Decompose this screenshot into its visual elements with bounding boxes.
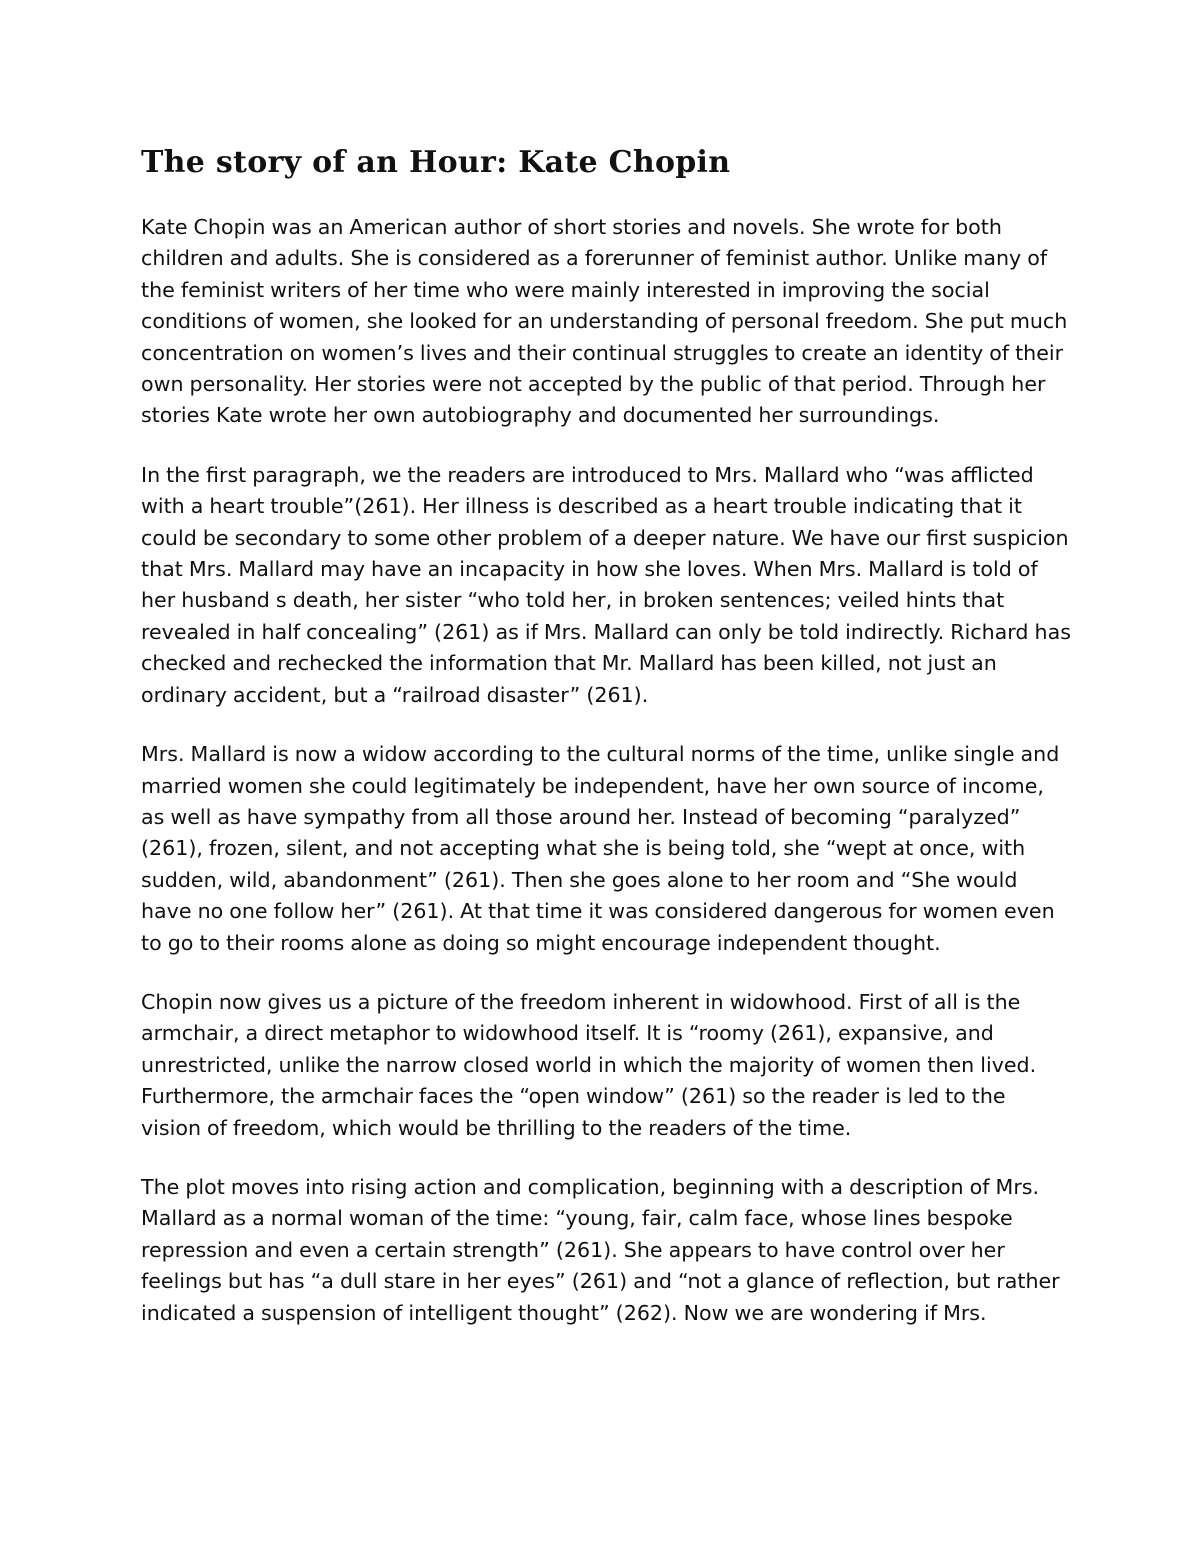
paragraph-first-paragraph-analysis: In the first paragraph, we the readers are introduced to Mrs. Mallard who “was afflicted with a heart trouble”(261). Her illness is described as a heart trouble indicating that it could be secondary to some other problem of a deeper nature. We have our first suspicion that Mrs. Mallard may have an incapacity in how she loves. When Mrs. Mallard is told of her husband s death, her sister “who told her, in broken sentences; veiled hints that revealed in half concealing” (261) as if Mrs. Mallard can only be told indirectly. Richard has checked and rechecked the information that Mr. Mallard has been killed, not just an ordinary accident, but a “railroad disaster” (261). [141, 462, 1071, 707]
paragraph-widow-norms: Mrs. Mallard is now a widow according to the cultural norms of the time, unlike single and married women she could legitimately be independent, have her own source of income, as well as have sympathy from all those around her. Instead of becoming “paralyzed” (261), frozen, silent, and not accepting what she is being told, she “wept at once, with sudden, wild, abandonment” (261). Then she goes alone to her room and “She would have no one follow her” (261). At that time it was considered dangerous for women even to go to their rooms alone as doing so might encourage independent thought. [141, 742, 1060, 955]
document-page [141, 140, 1071, 1357]
paragraph-armchair-metaphor: Chopin now gives us a picture of the freedom inherent in widowhood. First of all is the armchair, a direct metaphor to widowhood itself. It is “roomy (261), expansive, and unrestricted, unlike the narrow closed world in which the majority of women then lived. Furthermore, the armchair faces the “open window” (261) so the reader is led to the vision of freedom, which would be thrilling to the readers of the time. [141, 989, 1037, 1140]
paragraph-author-intro: Kate Chopin was an American author of short stories and novels. She wrote for both children and adults. She is considered as a forerunner of feminist author. Unlike many of the feminist writers of her time who were mainly interested in improving the social conditions of women, she looked for an understanding of personal freedom. She put much concentration on women’s lives and their continual struggles to create an identity of their own personality. Her stories were not accepted by the public of that period. Through her stories Kate wrote her own autobiography and documented her surroundings. [141, 215, 1068, 428]
paragraph-rising-action: The plot moves into rising action and complication, beginning with a description of Mrs. Mallard as a normal woman of the time: “young, fair, calm face, whose lines bespoke repression and even a certain strength” (261). She appears to have control over her feelings but has “a dull stare in her eyes” (261) and “not a glance of reflection, but rather indicated a suspension of intelligent thought” (262). Now we are wondering if Mrs. [141, 1174, 1060, 1325]
document-title: The story of an Hour: Kate Chopin [141, 145, 731, 180]
